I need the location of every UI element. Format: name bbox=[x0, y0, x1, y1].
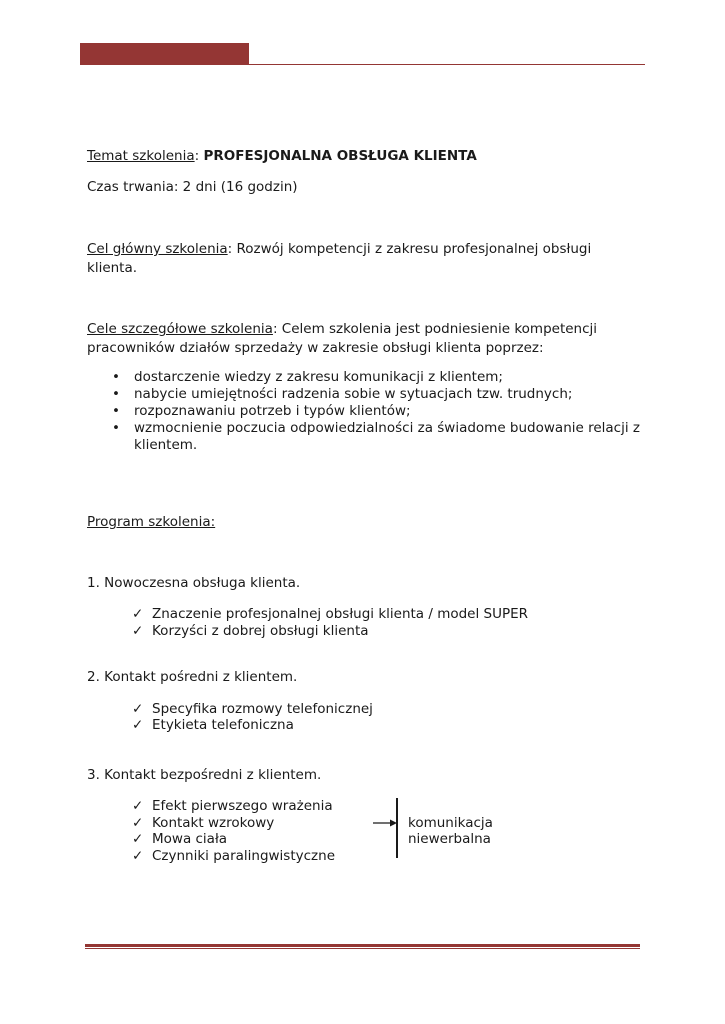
checklist-item bbox=[132, 815, 274, 832]
checklist-item bbox=[132, 848, 335, 865]
checklist-item-text: Efekt pierwszego wrażenia bbox=[152, 798, 333, 814]
bullet-icon: • bbox=[112, 403, 120, 419]
check-icon: ✓ bbox=[132, 701, 144, 717]
check-icon: ✓ bbox=[132, 606, 144, 622]
bullet-icon: • bbox=[112, 369, 120, 385]
list-item bbox=[112, 403, 411, 420]
list-item-continuation: klientem. bbox=[134, 437, 198, 453]
topic-sep: : bbox=[194, 148, 204, 164]
topic-label: Temat szkolenia bbox=[87, 148, 195, 164]
duration: Czas trwania: 2 dni (16 godzin) bbox=[87, 179, 298, 195]
check-icon: ✓ bbox=[132, 717, 144, 733]
checklist-item-text: Specyfika rozmowy telefonicznej bbox=[152, 701, 373, 717]
checklist-item-text: Etykieta telefoniczna bbox=[152, 717, 294, 733]
detailed-goals-line1 bbox=[87, 320, 597, 339]
program-heading: Program szkolenia: bbox=[87, 514, 216, 530]
detailed-goals-label: Cele szczegółowe szkolenia bbox=[87, 321, 273, 337]
side-note-line1: komunikacja bbox=[408, 815, 493, 831]
checklist-item-text: Korzyści z dobrej obsługi klienta bbox=[152, 623, 369, 639]
check-icon: ✓ bbox=[132, 815, 144, 831]
arrow-right-icon bbox=[373, 818, 397, 828]
program-section-title: 1. Nowoczesna obsługa klienta. bbox=[87, 575, 301, 591]
checklist-item bbox=[132, 623, 369, 640]
main-goal-text: Rozwój kompetencji z zakresu profesjonalnej obsługi bbox=[236, 241, 592, 257]
topic-line bbox=[87, 147, 477, 166]
side-note-line2: niewerbalna bbox=[408, 831, 491, 847]
main-goal-line2: klienta. bbox=[87, 260, 138, 276]
detailed-goals-sep: : bbox=[272, 321, 282, 337]
list-item bbox=[112, 420, 640, 437]
checklist-item-text: Mowa ciała bbox=[152, 831, 228, 847]
program-section-title: 3. Kontakt bezpośredni z klientem. bbox=[87, 767, 322, 783]
main-goal-label: Cel główny szkolenia bbox=[87, 241, 228, 257]
checklist-item-text: Czynniki paralingwistyczne bbox=[152, 848, 335, 864]
program-section-title: 2. Kontakt pośredni z klientem. bbox=[87, 669, 298, 685]
footer-rule-thin bbox=[85, 948, 640, 949]
checklist-item bbox=[132, 606, 528, 623]
list-item-text: dostarczenie wiedzy z zakresu komunikacji z klientem; bbox=[134, 369, 503, 385]
check-icon: ✓ bbox=[132, 623, 144, 639]
checklist-item-text: Kontakt wzrokowy bbox=[152, 815, 275, 831]
main-goal-sep: : bbox=[227, 241, 237, 257]
bullet-icon: • bbox=[112, 420, 120, 436]
check-icon: ✓ bbox=[132, 848, 144, 864]
footer-rule-thick bbox=[85, 944, 640, 947]
header-accent-bar bbox=[80, 43, 249, 65]
list-item bbox=[112, 369, 503, 386]
check-icon: ✓ bbox=[132, 831, 144, 847]
detailed-goals-text: Celem szkolenia jest podniesienie kompetencji bbox=[281, 321, 598, 337]
main-goal-line1 bbox=[87, 240, 591, 259]
checklist-item-text: Znaczenie profesjonalnej obsługi klienta / model SUPER bbox=[152, 606, 529, 622]
checklist-item bbox=[132, 831, 227, 848]
list-item-text: wzmocnienie poczucia odpowiedzialności za świadome budowanie relacji z bbox=[134, 420, 640, 436]
checklist-item bbox=[132, 717, 294, 734]
checklist-item bbox=[132, 701, 373, 718]
header-rule bbox=[80, 64, 645, 65]
list-item-text: nabycie umiejętności radzenia sobie w sytuacjach tzw. trudnych; bbox=[134, 386, 573, 402]
topic-value: PROFESJONALNA OBSŁUGA KLIENTA bbox=[203, 148, 477, 164]
checklist-item bbox=[132, 798, 333, 815]
list-item bbox=[112, 386, 572, 403]
bullet-icon: • bbox=[112, 386, 120, 402]
detailed-goals-line2: pracowników działów sprzedaży w zakresie obsługi klienta poprzez: bbox=[87, 340, 544, 356]
check-icon: ✓ bbox=[132, 798, 144, 814]
list-item-text: rozpoznawaniu potrzeb i typów klientów; bbox=[134, 403, 411, 419]
bracket-line bbox=[396, 798, 398, 858]
